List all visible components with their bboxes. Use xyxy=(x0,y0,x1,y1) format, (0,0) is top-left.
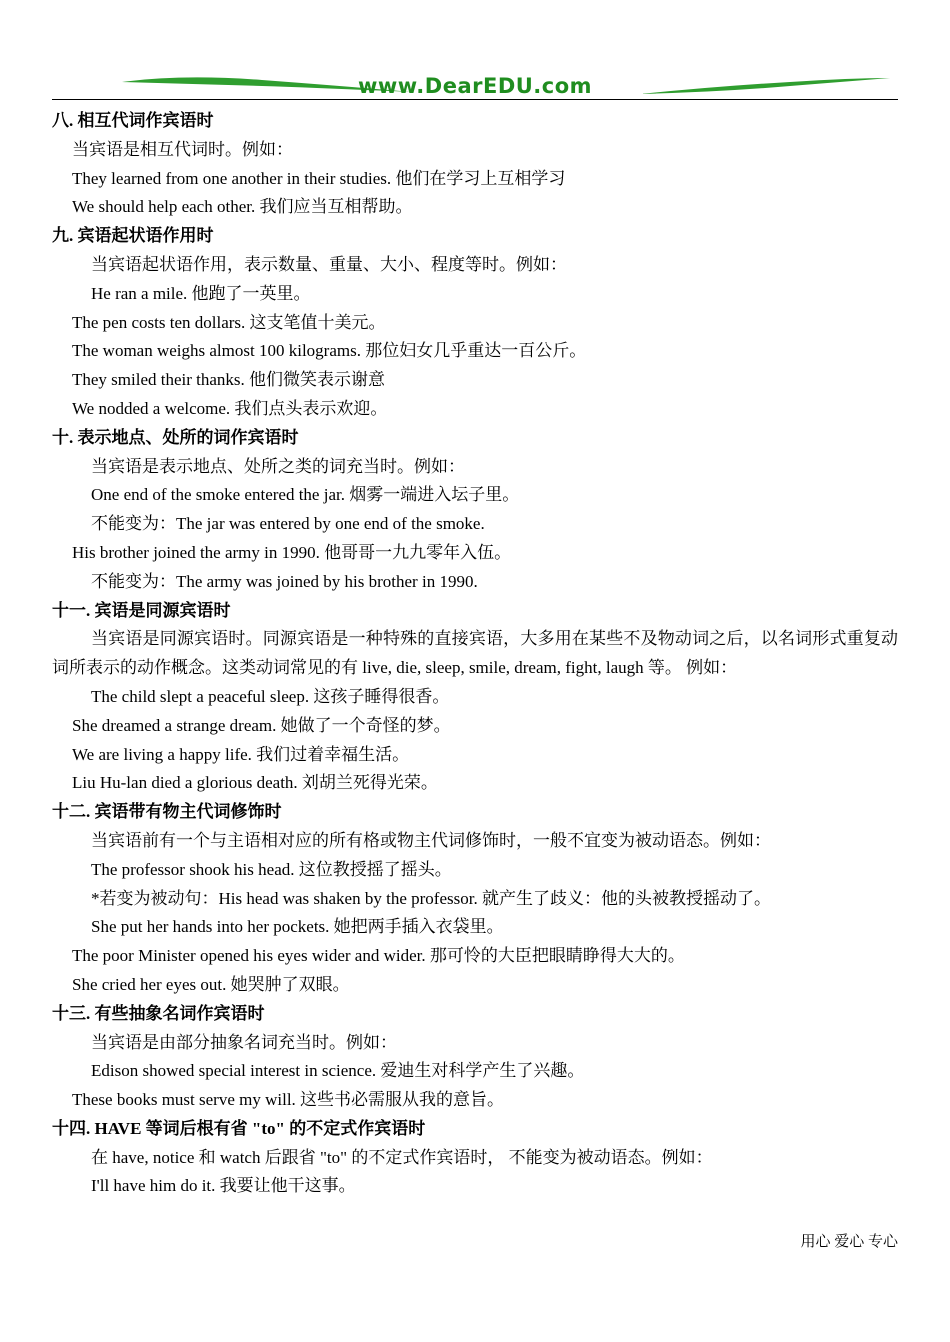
text-line: 当宾语前有一个与主语相对应的所有格或物主代词修饰时，一般不宜变为被动语态。例如： xyxy=(91,830,771,850)
text-line: We should help each other. 我们应当互相帮助。 xyxy=(72,197,413,217)
text-line: *若变为被动句：His head was shaken by the professor. 就产生了歧义：他的头被教授摇动了。 xyxy=(91,888,771,908)
text-line: The poor Minister opened his eyes wider and wider. 那可怜的大臣把眼睛睁得大大的。 xyxy=(72,946,685,966)
text-line: They smiled their thanks. 他们微笑表示谢意 xyxy=(72,370,386,390)
page-header xyxy=(52,72,898,102)
section-heading: 十. 表示地点、处所的词作宾语时 xyxy=(52,427,299,447)
text-line: They learned from one another in their studies. 他们在学习上互相学习 xyxy=(72,168,566,188)
section-heading: 九. 宾语起状语作用时 xyxy=(52,226,214,246)
text-line: We nodded a welcome. 我们点头表示欢迎。 xyxy=(72,398,388,418)
text-line: His brother joined the army in 1990. 他哥哥一九九零年入伍。 xyxy=(72,542,512,562)
text-line: She cried her eyes out. 她哭肿了双眼。 xyxy=(72,974,350,994)
text-line: 当宾语起状语作用，表示数量、重量、大小、程度等时。例如： xyxy=(91,254,567,274)
text-line: She put her hands into her pockets. 她把两手插入衣袋里。 xyxy=(91,917,504,937)
text-line: 不能变为：The jar was entered by one end of the smoke. xyxy=(91,514,485,534)
text-line: Edison showed special interest in science. 爱迪生对科学产生了兴趣。 xyxy=(91,1061,585,1081)
text-line: The woman weighs almost 100 kilograms. 那位妇女几乎重达一百公斤。 xyxy=(72,341,587,361)
right-swoosh-decoration xyxy=(640,72,890,102)
text-line: Liu Hu-lan died a glorious death. 刘胡兰死得光荣。 xyxy=(72,773,438,793)
text-line: One end of the smoke entered the jar. 烟雾一端进入坛子里。 xyxy=(91,485,520,505)
paragraph: 当宾语是同源宾语时。同源宾语是一种特殊的直接宾语，大多用在某些不及物动词之后，以名词形式重复动词所表示的动作概念。这类动词常见的有 live, die, sleep, smile, dream, fight, laugh 等。 例如： xyxy=(52,629,898,678)
text-line: 在 have, notice 和 watch 后跟省 "to" 的不定式作宾语时， 不能变为被动语态。例如： xyxy=(91,1147,713,1167)
footer-slogan: 用心 爱心 专心 xyxy=(800,1234,898,1250)
text-line: 当宾语是相互代词时。例如： xyxy=(72,139,293,159)
text-line: 当宾语是表示地点、处所之类的词充当时。例如： xyxy=(91,456,465,476)
text-line: These books must serve my will. 这些书必需服从我的意旨。 xyxy=(72,1090,505,1110)
header-rule xyxy=(52,99,898,100)
text-line: The pen costs ten dollars. 这支笔值十美元。 xyxy=(72,312,386,332)
section-heading: 十二. 宾语带有物主代词修饰时 xyxy=(52,802,282,822)
text-line: 当宾语是由部分抽象名词充当时。例如： xyxy=(91,1032,397,1052)
section-heading: 十四. HAVE 等词后根有省 "to" 的不定式作宾语时 xyxy=(52,1118,426,1138)
text-line: The professor shook his head. 这位教授摇了摇头。 xyxy=(91,859,452,879)
section-heading: 八. 相互代词作宾语时 xyxy=(52,111,214,130)
text-line: She dreamed a strange dream. 她做了一个奇怪的梦。 xyxy=(72,715,451,735)
section-heading: 十三. 有些抽象名词作宾语时 xyxy=(52,1003,265,1023)
site-logo-text: www.DearEDU.com xyxy=(357,74,593,98)
text-line: 不能变为：The army was joined by his brother in 1990. xyxy=(91,571,478,591)
text-line: We are living a happy life. 我们过着幸福生活。 xyxy=(72,744,410,764)
text-line: I'll have him do it. 我要让他干这事。 xyxy=(91,1176,356,1196)
section-heading: 十一. 宾语是同源宾语时 xyxy=(52,600,231,620)
text-line: The child slept a peaceful sleep. 这孩子睡得很香。 xyxy=(91,686,450,706)
document-body xyxy=(52,107,898,1201)
text-line: He ran a mile. 他跑了一英里。 xyxy=(91,283,311,303)
